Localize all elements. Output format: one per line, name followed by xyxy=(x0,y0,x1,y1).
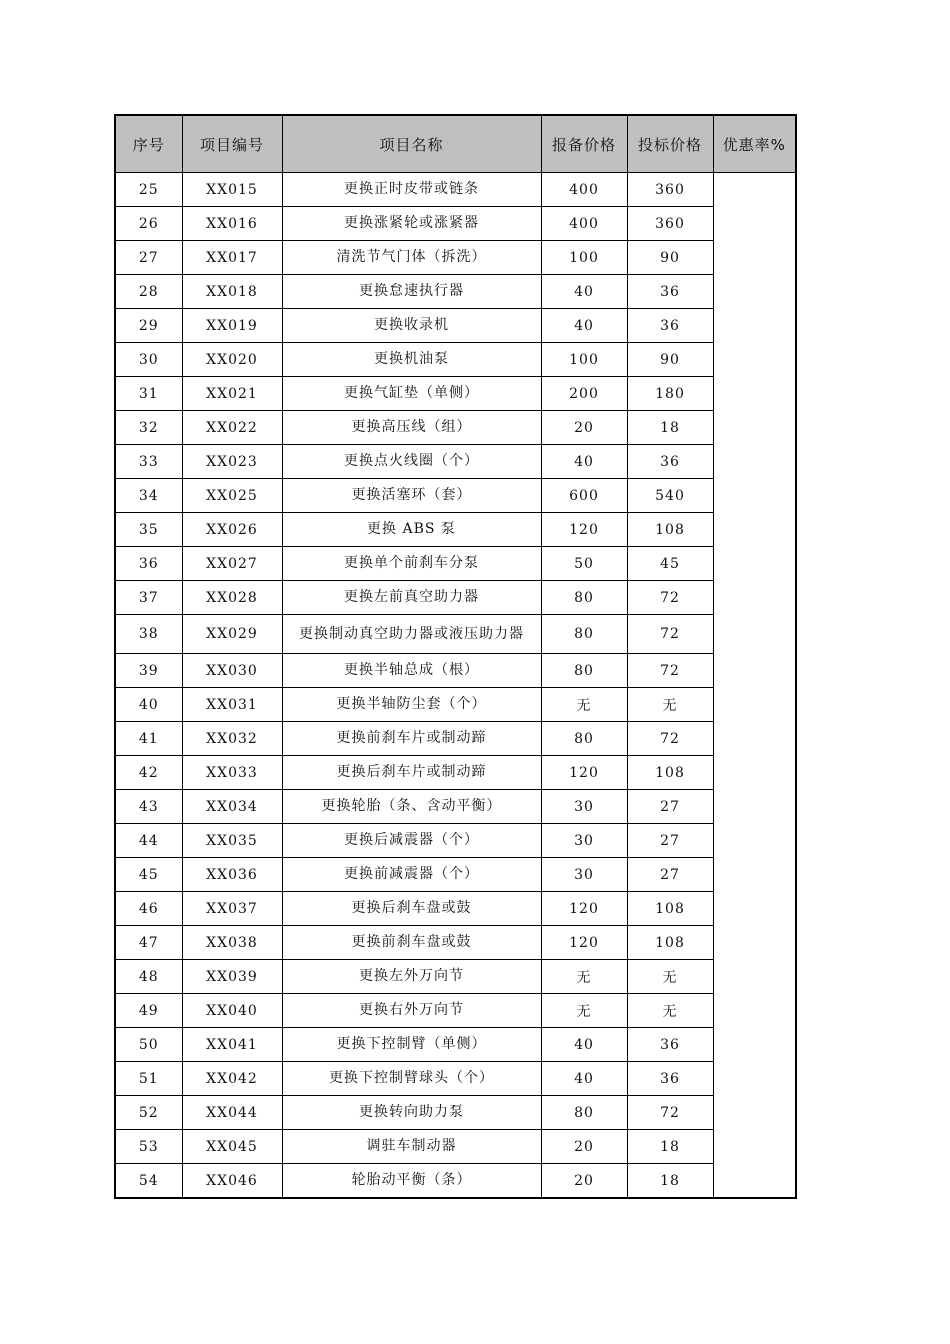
cell-no: 51 xyxy=(115,1062,182,1096)
table-row xyxy=(115,513,796,547)
cell-name: 更换下控制臂（单侧） xyxy=(282,1028,541,1062)
cell-report-price: 40 xyxy=(541,1062,627,1096)
cell-bid-price: 27 xyxy=(627,858,713,892)
table-row xyxy=(115,445,796,479)
table-row xyxy=(115,1164,796,1199)
cell-name: 更换高压线（组） xyxy=(282,411,541,445)
cell-report-price: 30 xyxy=(541,790,627,824)
cell-report-price: 40 xyxy=(541,275,627,309)
table-row xyxy=(115,722,796,756)
cell-name: 更换怠速执行器 xyxy=(282,275,541,309)
cell-report-price: 200 xyxy=(541,377,627,411)
cell-code: XX040 xyxy=(182,994,282,1028)
cell-name: 更换前刹车片或制动蹄 xyxy=(282,722,541,756)
cell-report-price: 400 xyxy=(541,207,627,241)
table-row xyxy=(115,343,796,377)
cell-report-price: 100 xyxy=(541,241,627,275)
cell-no: 40 xyxy=(115,688,182,722)
cell-bid-price: 27 xyxy=(627,824,713,858)
cell-code: XX032 xyxy=(182,722,282,756)
cell-report-price: 80 xyxy=(541,615,627,654)
cell-code: XX027 xyxy=(182,547,282,581)
cell-bid-price: 36 xyxy=(627,275,713,309)
cell-code: XX042 xyxy=(182,1062,282,1096)
table-row xyxy=(115,309,796,343)
cell-bid-price: 72 xyxy=(627,654,713,688)
cell-bid-price: 90 xyxy=(627,241,713,275)
table-row xyxy=(115,547,796,581)
cell-code: XX028 xyxy=(182,581,282,615)
cell-bid-price: 108 xyxy=(627,892,713,926)
cell-name: 更换半轴总成（根） xyxy=(282,654,541,688)
cell-bid-price: 180 xyxy=(627,377,713,411)
cell-no: 33 xyxy=(115,445,182,479)
cell-name: 更换 ABS 泵 xyxy=(282,513,541,547)
cell-bid-price: 无 xyxy=(627,688,713,722)
cell-code: XX023 xyxy=(182,445,282,479)
cell-no: 36 xyxy=(115,547,182,581)
cell-name: 更换前减震器（个） xyxy=(282,858,541,892)
cell-name: 更换左前真空助力器 xyxy=(282,581,541,615)
cell-bid-price: 无 xyxy=(627,994,713,1028)
cell-no: 45 xyxy=(115,858,182,892)
cell-report-price: 20 xyxy=(541,1130,627,1164)
cell-bid-price: 45 xyxy=(627,547,713,581)
cell-no: 42 xyxy=(115,756,182,790)
cell-code: XX025 xyxy=(182,479,282,513)
table-row xyxy=(115,275,796,309)
cell-code: XX015 xyxy=(182,173,282,207)
table-header-row xyxy=(115,115,796,173)
header-discount-rate: 优惠率% xyxy=(713,115,796,173)
cell-report-price: 30 xyxy=(541,858,627,892)
cell-report-price: 120 xyxy=(541,926,627,960)
cell-bid-price: 540 xyxy=(627,479,713,513)
table-row xyxy=(115,892,796,926)
cell-code: XX033 xyxy=(182,756,282,790)
cell-code: XX041 xyxy=(182,1028,282,1062)
cell-bid-price: 90 xyxy=(627,343,713,377)
cell-code: XX018 xyxy=(182,275,282,309)
table-row xyxy=(115,581,796,615)
cell-report-price: 无 xyxy=(541,960,627,994)
cell-code: XX020 xyxy=(182,343,282,377)
cell-report-price: 无 xyxy=(541,688,627,722)
cell-name: 更换机油泵 xyxy=(282,343,541,377)
cell-name: 更换制动真空助力器或液压助力器 xyxy=(282,615,541,654)
cell-report-price: 无 xyxy=(541,994,627,1028)
cell-bid-price: 72 xyxy=(627,581,713,615)
table-row xyxy=(115,615,796,654)
cell-report-price: 80 xyxy=(541,722,627,756)
cell-name: 更换轮胎（条、含动平衡） xyxy=(282,790,541,824)
table-row xyxy=(115,688,796,722)
cell-code: XX031 xyxy=(182,688,282,722)
table-row xyxy=(115,207,796,241)
cell-name: 更换单个前刹车分泵 xyxy=(282,547,541,581)
cell-report-price: 600 xyxy=(541,479,627,513)
price-table xyxy=(114,114,797,1199)
header-code: 项目编号 xyxy=(182,115,282,173)
cell-report-price: 80 xyxy=(541,581,627,615)
table-body xyxy=(115,173,796,1199)
cell-code: XX017 xyxy=(182,241,282,275)
cell-no: 48 xyxy=(115,960,182,994)
cell-name: 更换下控制臂球头（个） xyxy=(282,1062,541,1096)
cell-name: 更换半轴防尘套（个） xyxy=(282,688,541,722)
table-row xyxy=(115,1130,796,1164)
cell-name: 更换前刹车盘或鼓 xyxy=(282,926,541,960)
cell-bid-price: 36 xyxy=(627,1028,713,1062)
cell-no: 26 xyxy=(115,207,182,241)
cell-code: XX044 xyxy=(182,1096,282,1130)
cell-no: 47 xyxy=(115,926,182,960)
cell-bid-price: 72 xyxy=(627,615,713,654)
cell-name: 轮胎动平衡（条） xyxy=(282,1164,541,1199)
cell-bid-price: 36 xyxy=(627,445,713,479)
cell-bid-price: 108 xyxy=(627,756,713,790)
cell-code: XX019 xyxy=(182,309,282,343)
cell-code: XX022 xyxy=(182,411,282,445)
cell-name: 调驻车制动器 xyxy=(282,1130,541,1164)
cell-report-price: 20 xyxy=(541,1164,627,1199)
header-name: 项目名称 xyxy=(282,115,541,173)
table-row xyxy=(115,241,796,275)
cell-name: 更换涨紧轮或涨紧器 xyxy=(282,207,541,241)
cell-bid-price: 72 xyxy=(627,722,713,756)
cell-report-price: 120 xyxy=(541,892,627,926)
table-row xyxy=(115,654,796,688)
cell-no: 25 xyxy=(115,173,182,207)
cell-report-price: 400 xyxy=(541,173,627,207)
cell-report-price: 20 xyxy=(541,411,627,445)
cell-code: XX026 xyxy=(182,513,282,547)
cell-bid-price: 360 xyxy=(627,173,713,207)
cell-bid-price: 36 xyxy=(627,1062,713,1096)
cell-name: 更换点火线圈（个） xyxy=(282,445,541,479)
table-row xyxy=(115,173,796,207)
cell-no: 43 xyxy=(115,790,182,824)
cell-name: 更换右外万向节 xyxy=(282,994,541,1028)
cell-name: 更换后刹车盘或鼓 xyxy=(282,892,541,926)
table-row xyxy=(115,411,796,445)
cell-no: 46 xyxy=(115,892,182,926)
cell-code: XX037 xyxy=(182,892,282,926)
cell-bid-price: 18 xyxy=(627,1164,713,1199)
cell-code: XX034 xyxy=(182,790,282,824)
cell-no: 31 xyxy=(115,377,182,411)
table-row xyxy=(115,994,796,1028)
cell-no: 38 xyxy=(115,615,182,654)
cell-no: 37 xyxy=(115,581,182,615)
cell-bid-price: 360 xyxy=(627,207,713,241)
cell-code: XX016 xyxy=(182,207,282,241)
cell-bid-price: 36 xyxy=(627,309,713,343)
cell-no: 54 xyxy=(115,1164,182,1199)
cell-report-price: 120 xyxy=(541,513,627,547)
cell-no: 50 xyxy=(115,1028,182,1062)
table-row xyxy=(115,926,796,960)
cell-bid-price: 18 xyxy=(627,411,713,445)
cell-report-price: 100 xyxy=(541,343,627,377)
cell-code: XX039 xyxy=(182,960,282,994)
table-row xyxy=(115,824,796,858)
cell-bid-price: 108 xyxy=(627,926,713,960)
cell-name: 更换转向助力泵 xyxy=(282,1096,541,1130)
cell-report-price: 120 xyxy=(541,756,627,790)
cell-code: XX046 xyxy=(182,1164,282,1199)
cell-report-price: 40 xyxy=(541,445,627,479)
cell-discount-rate xyxy=(713,173,796,1199)
cell-name: 更换收录机 xyxy=(282,309,541,343)
header-bid-price: 投标价格 xyxy=(627,115,713,173)
cell-no: 34 xyxy=(115,479,182,513)
cell-no: 28 xyxy=(115,275,182,309)
cell-report-price: 40 xyxy=(541,1028,627,1062)
cell-bid-price: 27 xyxy=(627,790,713,824)
cell-no: 44 xyxy=(115,824,182,858)
cell-name: 更换活塞环（套） xyxy=(282,479,541,513)
cell-bid-price: 108 xyxy=(627,513,713,547)
cell-bid-price: 72 xyxy=(627,1096,713,1130)
cell-report-price: 80 xyxy=(541,654,627,688)
cell-code: XX045 xyxy=(182,1130,282,1164)
cell-name: 更换后减震器（个） xyxy=(282,824,541,858)
cell-code: XX036 xyxy=(182,858,282,892)
table-row xyxy=(115,479,796,513)
cell-name: 更换正时皮带或链条 xyxy=(282,173,541,207)
cell-report-price: 50 xyxy=(541,547,627,581)
table-row xyxy=(115,1028,796,1062)
cell-no: 32 xyxy=(115,411,182,445)
table-row xyxy=(115,756,796,790)
cell-no: 27 xyxy=(115,241,182,275)
cell-bid-price: 无 xyxy=(627,960,713,994)
cell-name: 更换气缸垫（单侧） xyxy=(282,377,541,411)
table-row xyxy=(115,858,796,892)
header-report-price: 报备价格 xyxy=(541,115,627,173)
table-row xyxy=(115,1096,796,1130)
cell-no: 35 xyxy=(115,513,182,547)
table-row xyxy=(115,790,796,824)
cell-no: 53 xyxy=(115,1130,182,1164)
cell-no: 41 xyxy=(115,722,182,756)
cell-name: 清洗节气门体（拆洗） xyxy=(282,241,541,275)
cell-report-price: 40 xyxy=(541,309,627,343)
cell-no: 39 xyxy=(115,654,182,688)
table-row xyxy=(115,377,796,411)
cell-code: XX021 xyxy=(182,377,282,411)
cell-code: XX030 xyxy=(182,654,282,688)
header-no: 序号 xyxy=(115,115,182,173)
cell-no: 52 xyxy=(115,1096,182,1130)
table-row xyxy=(115,960,796,994)
cell-code: XX029 xyxy=(182,615,282,654)
cell-no: 49 xyxy=(115,994,182,1028)
cell-bid-price: 18 xyxy=(627,1130,713,1164)
cell-code: XX035 xyxy=(182,824,282,858)
cell-no: 30 xyxy=(115,343,182,377)
cell-report-price: 80 xyxy=(541,1096,627,1130)
cell-report-price: 30 xyxy=(541,824,627,858)
cell-no: 29 xyxy=(115,309,182,343)
cell-code: XX038 xyxy=(182,926,282,960)
cell-name: 更换左外万向节 xyxy=(282,960,541,994)
table-row xyxy=(115,1062,796,1096)
cell-name: 更换后刹车片或制动蹄 xyxy=(282,756,541,790)
